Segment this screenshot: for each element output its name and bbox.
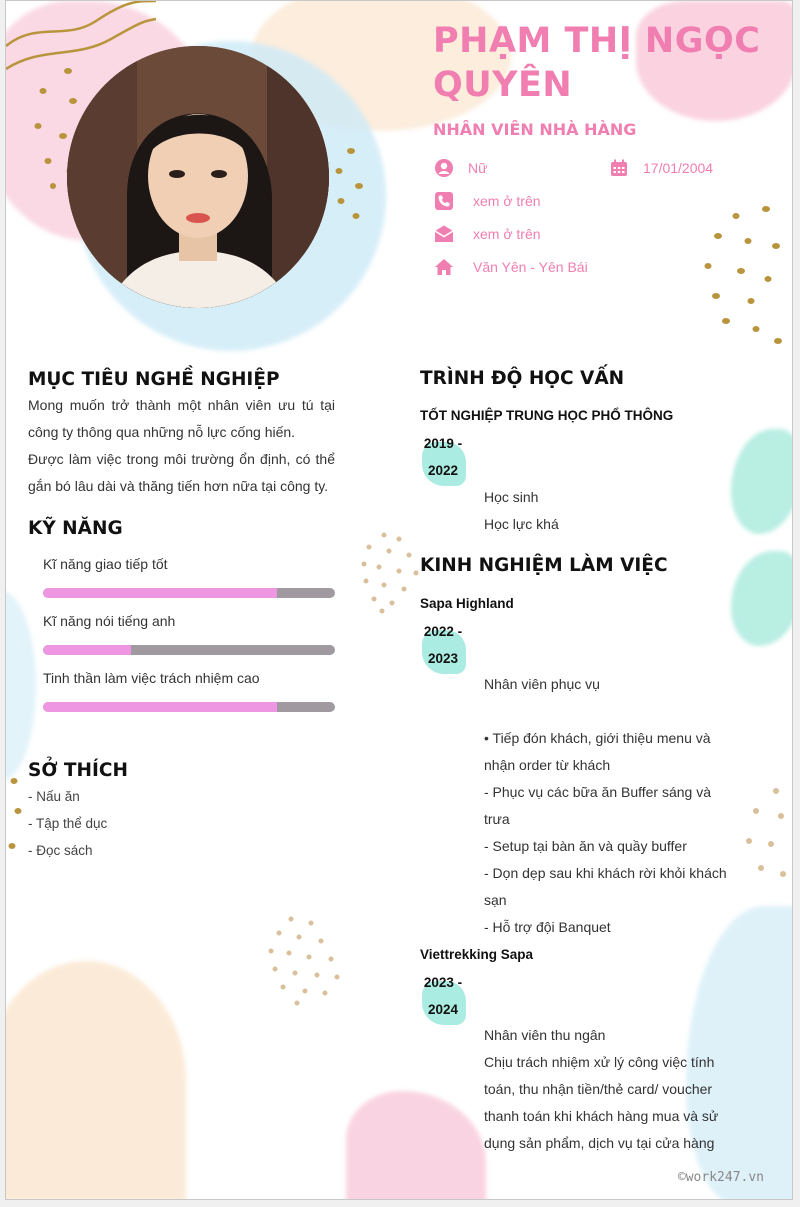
job-duty: - Setup tại bàn ăn và quầy buffer (484, 838, 687, 854)
birthday-value: 17/01/2004 (643, 160, 714, 176)
phone-icon (434, 191, 454, 211)
job-duty: • Tiếp đón khách, giới thiệu menu và (484, 730, 711, 746)
skill-bar (43, 702, 335, 712)
dots-top-right (696, 201, 791, 351)
skill-label: Tinh thần làm việc trách nhiệm cao (43, 670, 260, 686)
phone-value: xem ở trên (473, 193, 541, 209)
job-duty: sạn (484, 892, 507, 908)
objective-line: gắn bó lâu dài và thăng tiến hơn nữa tại công ty. (28, 478, 329, 494)
job-duty: trưa (484, 811, 510, 827)
experience-title: KINH NGHIỆM LÀM VIỆC (420, 555, 668, 576)
job-duty: - Hỗ trợ đội Banquet (484, 919, 611, 935)
job-duty: toán, thu nhận tiền/thẻ card/ voucher (484, 1081, 713, 1097)
dots-right-bottom (741, 786, 791, 886)
cv-page (5, 0, 793, 1200)
job-duty: - Dọn dẹp sau khi khách rời khỏi khách (484, 865, 727, 881)
blue-blob-left (5, 591, 36, 781)
gender-row (434, 158, 487, 178)
year-start: 2023 - (423, 975, 463, 990)
year-end: 2022 (427, 463, 459, 478)
dots-middle (354, 529, 424, 614)
job-title: NHÂN VIÊN NHÀ HÀNG (433, 120, 637, 139)
objective-text (28, 392, 335, 500)
peach-blob-bottom-left (5, 961, 186, 1200)
mint-blob-right-2 (731, 551, 793, 646)
job-duty: - Phục vụ các bữa ăn Buffer sáng và (484, 784, 712, 800)
education-years (420, 430, 466, 484)
hobby-item: - Tập thể dục (28, 816, 108, 831)
hobbies-title: SỞ THÍCH (28, 760, 128, 781)
mint-blob-right-1 (731, 429, 793, 534)
dots-left-edge (6, 771, 26, 851)
skill-label: Kĩ năng giao tiếp tốt (43, 556, 168, 572)
objective-title: MỤC TIÊU NGHỀ NGHIỆP (28, 369, 280, 390)
phone-row (434, 191, 541, 211)
school-name: TỐT NGHIỆP TRUNG HỌC PHỔ THÔNG (420, 408, 674, 423)
skill-bar-fill (43, 645, 131, 655)
job-position: Nhân viên phục vụ (484, 676, 600, 692)
mail-icon (434, 224, 454, 244)
job-years (420, 618, 466, 672)
skill-bar-fill (43, 588, 277, 598)
hobby-item: - Nấu ăn (28, 789, 80, 804)
dots-bottom-middle (261, 913, 351, 1008)
skill-bar (43, 645, 335, 655)
job-years (420, 969, 466, 1023)
education-role: Học sinh (484, 489, 539, 505)
objective-line: Mong muốn trở thành một nhân viên ưu tú tại (28, 397, 335, 413)
birthday-row (609, 158, 713, 178)
job-duty: dụng sản phẩm, dịch vụ tại cửa hàng (484, 1135, 715, 1151)
job-duty: thanh toán khi khách hàng mua và sử (484, 1108, 719, 1124)
user-icon (434, 158, 454, 178)
year-end: 2024 (427, 1002, 459, 1017)
dots-right-photo (331, 141, 371, 241)
watermark: ©work247.vn (677, 1170, 764, 1185)
calendar-icon (609, 158, 629, 178)
home-icon (434, 257, 454, 277)
job-position: Nhân viên thu ngân (484, 1027, 606, 1043)
year-end: 2023 (427, 651, 459, 666)
email-row (434, 224, 541, 244)
year-start: 2022 - (423, 624, 463, 639)
skill-label: Kĩ năng nói tiếng anh (43, 613, 176, 629)
profile-photo (67, 46, 329, 308)
job-duty: Chịu trách nhiệm xử lý công việc tính (484, 1054, 715, 1070)
job-duty: nhận order từ khách (484, 757, 611, 773)
company-name: Viettrekking Sapa (420, 947, 534, 962)
company-name: Sapa Highland (420, 596, 514, 611)
address-value: Văn Yên - Yên Bái (473, 259, 588, 275)
objective-line: công ty thông qua những nỗ lực cống hiến. (28, 424, 296, 440)
gender-value: Nữ (468, 160, 488, 176)
education-title: TRÌNH ĐỘ HỌC VẤN (420, 368, 625, 389)
address-row (434, 257, 588, 277)
pink-blob-bottom (346, 1091, 486, 1200)
objective-line: Được làm việc trong môi trường ổn định, có thể (28, 451, 335, 467)
skills-title: KỸ NĂNG (28, 518, 123, 539)
year-start: 2019 - (423, 436, 463, 451)
skill-bar-fill (43, 702, 277, 712)
hobby-item: - Đọc sách (28, 843, 93, 858)
email-value: xem ở trên (473, 226, 541, 242)
skill-bar (43, 588, 335, 598)
education-detail: Học lực khá (484, 516, 559, 532)
full-name: PHẠM THỊ NGỌC QUYÊN (433, 21, 761, 105)
